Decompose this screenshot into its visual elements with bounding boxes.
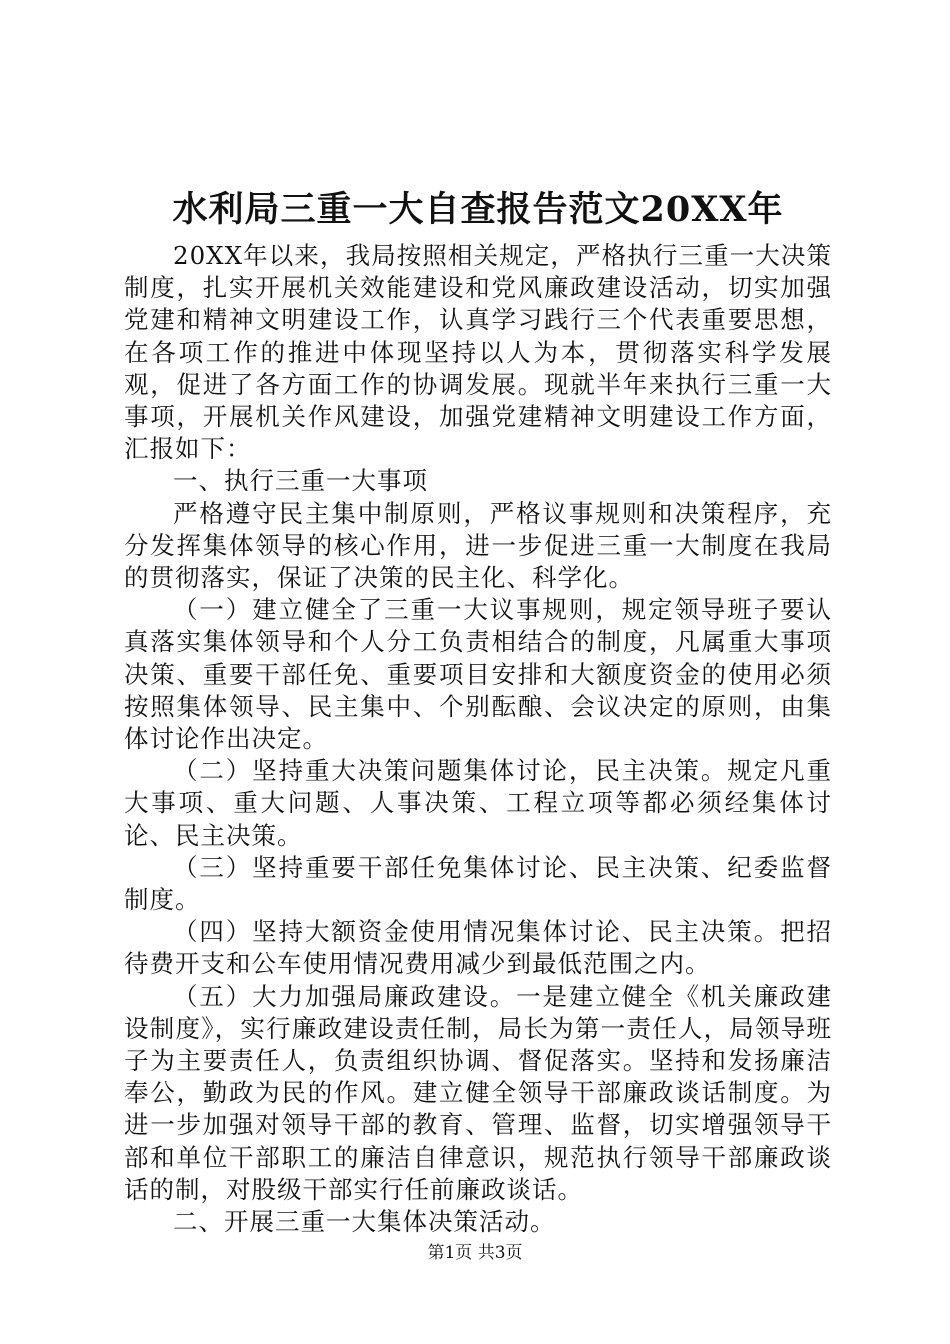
list-item-1: （一）建立健全了三重一大议事规则，规定领导班子要认真落实集体领导和个人分工负责相结合的制度，凡属重大事项决策、重要干部任免、重要项目安排和大额度资金的使用必须按照集体领导、民主集中、个别酝酿、会议决定的原则，由集体讨论作出决定。 — [124, 595, 832, 754]
list-item-3: （三）坚持重要干部任免集体讨论、民主决策、纪委监督制度。 — [124, 852, 832, 915]
section-heading-1: 一、执行三重一大事项 — [173, 466, 428, 496]
list-item-2: （二）坚持重大决策问题集体讨论，民主决策。规定凡重大事项、重大问题、人事决策、工程立项等都必须经集体讨论、民主决策。 — [124, 756, 832, 850]
document-body — [124, 240, 832, 1238]
intro-paragraph: 20XX年以来，我局按照相关规定，严格执行三重一大决策制度，扎实开展机关效能建设和党风廉政建设活动，切实加强党建和精神文明建设工作，认真学习践行三个代表重要思想，在各项工作的推进中体现坚持以人为本，贯彻落实科学发展观，促进了各方面工作的协调发展。现就半年来执行三重一大事项，开展机关作风建设，加强党建精神文明建设工作方面，汇报如下： — [124, 241, 832, 464]
list-item-4: （四）坚持大额资金使用情况集体讨论、民主决策。把招待费开支和公车使用情况费用减少到最低范围之内。 — [124, 917, 832, 979]
list-item-5: （五）大力加强局廉政建设。一是建立健全《机关廉政建设制度》，实行廉政建设责任制，局长为第一责任人，局领导班子为主要责任人，负责组织协调、督促落实。坚持和发扬廉洁奉公，勤政为民的作风。建立健全领导干部廉政谈话制度。为进一步加强对领导干部的教育、管理、监督，切实增强领导干部和单位干部职工的廉洁自律意识，规范执行领导干部廉政谈话的制，对股级干部实行任前廉政谈话。 — [124, 981, 832, 1204]
document-title: 水利局三重一大自查报告范文20XX年 — [172, 189, 784, 230]
document-page — [124, 0, 832, 1238]
body-paragraph: 严格遵守民主集中制原则，严格议事规则和决策程序，充分发挥集体领导的核心作用，进一步促进三重一大制度在我局的贯彻落实，保证了决策的民主化、科学化。 — [124, 498, 832, 593]
page-footer: 第1页 共3页 — [427, 1243, 523, 1263]
section-heading-2: 二、开展三重一大集体决策活动。 — [173, 1207, 556, 1237]
